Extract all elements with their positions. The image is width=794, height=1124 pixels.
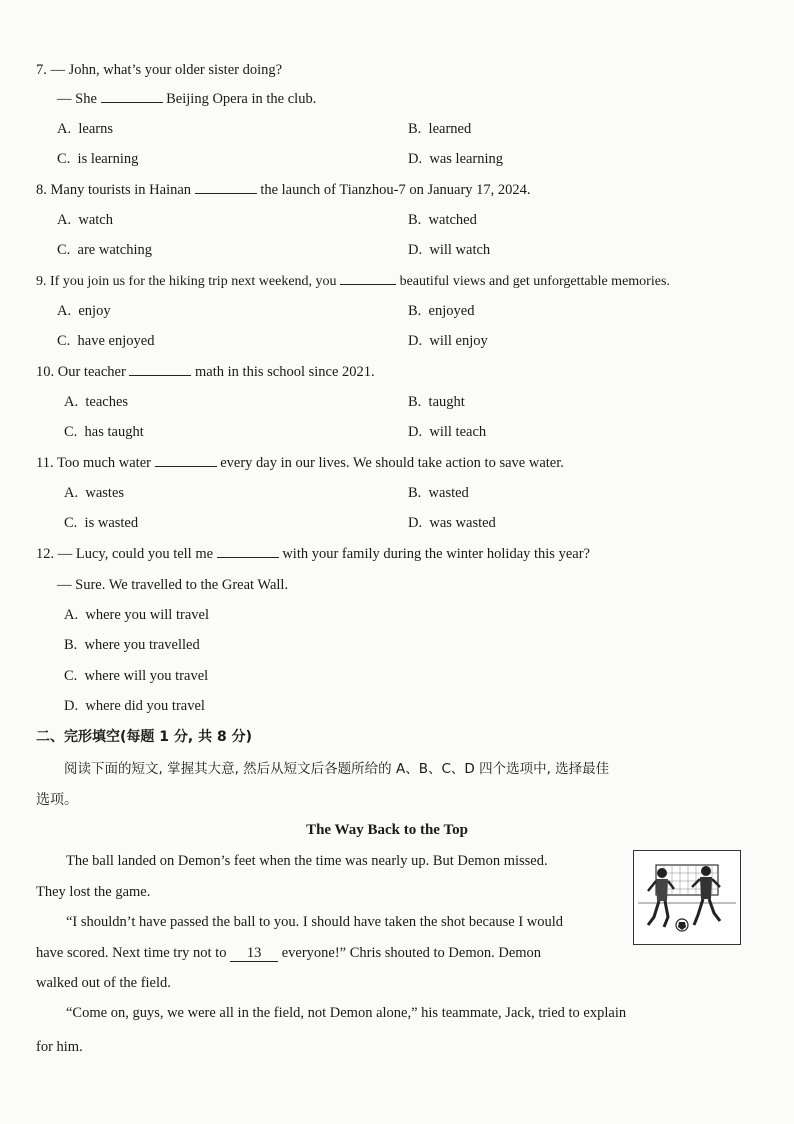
question-text: every day in our lives. We should take action to save water. <box>220 455 564 471</box>
question-9-stem <box>36 272 670 291</box>
option-c: C. is learning <box>57 151 139 167</box>
option-a: A. wastes <box>64 485 125 501</box>
passage-line: They lost the game. <box>36 884 151 900</box>
question-number: 12. <box>36 546 55 562</box>
option-d: D. will watch <box>408 242 491 258</box>
option-b: B. watched <box>408 212 477 228</box>
option-c: C. have enjoyed <box>57 333 155 349</box>
passage-line: have scored. Next time try not to 13 everyone!” Chris shouted to Demon. Demon <box>36 945 542 961</box>
question-text: with your family during the winter holiday this year? <box>282 546 590 562</box>
question-text: the launch of Tianzhou-7 on January 17, 2024. <box>260 182 531 198</box>
question-text: — John, what’s your older sister doing? <box>50 62 283 78</box>
question-text: math in this school since 2021. <box>195 364 375 380</box>
answer-blank <box>195 181 257 194</box>
option-b: B. where you travelled <box>64 637 200 653</box>
option-d: D. was learning <box>408 151 504 167</box>
question-number: 9. <box>36 274 47 289</box>
passage-line: for him. <box>36 1039 83 1055</box>
question-12-reply: — Sure. We travelled to the Great Wall. <box>57 577 289 593</box>
question-8-stem <box>36 181 531 199</box>
option-d: D. will enjoy <box>408 333 488 349</box>
option-b: B. enjoyed <box>408 303 475 319</box>
option-a: A. where you will travel <box>64 607 209 623</box>
answer-blank <box>101 90 163 103</box>
option-c: C. is wasted <box>64 515 139 531</box>
question-number: 11. <box>36 455 54 471</box>
option-c: C. are watching <box>57 242 153 258</box>
option-d: D. where did you travel <box>64 698 205 714</box>
option-b: B. learned <box>408 121 472 137</box>
answer-blank <box>340 272 396 285</box>
option-a: A. watch <box>57 212 113 228</box>
cloze-blank-13: 13 <box>230 945 278 962</box>
question-11-stem <box>36 454 564 472</box>
question-12-stem <box>36 545 590 563</box>
option-b: B. wasted <box>408 485 469 501</box>
passage-line: walked out of the field. <box>36 975 171 991</box>
soccer-illustration <box>633 850 741 945</box>
passage-line: “I shouldn’t have passed the ball to you. I should have taken the shot because I would <box>66 914 564 930</box>
question-7-reply <box>57 90 316 108</box>
question-text: Our teacher <box>57 364 126 380</box>
question-text: beautiful views and get unforgettable memories. <box>399 274 670 289</box>
section-instruction-cont: 选项。 <box>36 792 78 808</box>
question-number: 8. <box>36 182 47 198</box>
reply-text: Beijing Opera in the club. <box>166 91 317 107</box>
answer-blank <box>129 363 191 376</box>
answer-blank <box>217 545 279 558</box>
question-10-stem <box>36 363 375 381</box>
option-d: D. will teach <box>408 424 487 440</box>
question-text: — Lucy, could you tell me <box>57 546 214 562</box>
question-text: If you join us for the hiking trip next weekend, you <box>50 274 337 289</box>
question-number: 10. <box>36 364 55 380</box>
answer-blank <box>155 454 217 467</box>
option-c: C. has taught <box>64 424 144 440</box>
passage-line: “Come on, guys, we were all in the field, not Demon alone,” his teammate, Jack, tried to explain <box>66 1005 627 1021</box>
passage-title: The Way Back to the Top <box>306 822 468 838</box>
question-text: Many tourists in Hainan <box>50 182 192 198</box>
question-number: 7. <box>36 62 47 78</box>
option-a: A. learns <box>57 121 113 137</box>
option-c: C. where will you travel <box>64 668 209 684</box>
question-7-stem <box>36 61 282 79</box>
reply-text: — She <box>57 91 97 107</box>
option-a: A. teaches <box>64 394 129 410</box>
option-a: A. enjoy <box>57 303 111 319</box>
section-instruction: 阅读下面的短文, 掌握其大意, 然后从短文后各题所给的 A、B、C、D 四个选项中, 选择最佳 <box>64 761 610 777</box>
passage-line: The ball landed on Demon’s feet when the time was nearly up. But Demon missed. <box>66 853 548 869</box>
option-d: D. was wasted <box>408 515 496 531</box>
question-text: Too much water <box>56 455 151 471</box>
section-heading: 二、完形填空(每题 1 分, 共 8 分) <box>36 729 252 745</box>
soccer-players-image <box>634 851 740 944</box>
option-b: B. taught <box>408 394 465 410</box>
